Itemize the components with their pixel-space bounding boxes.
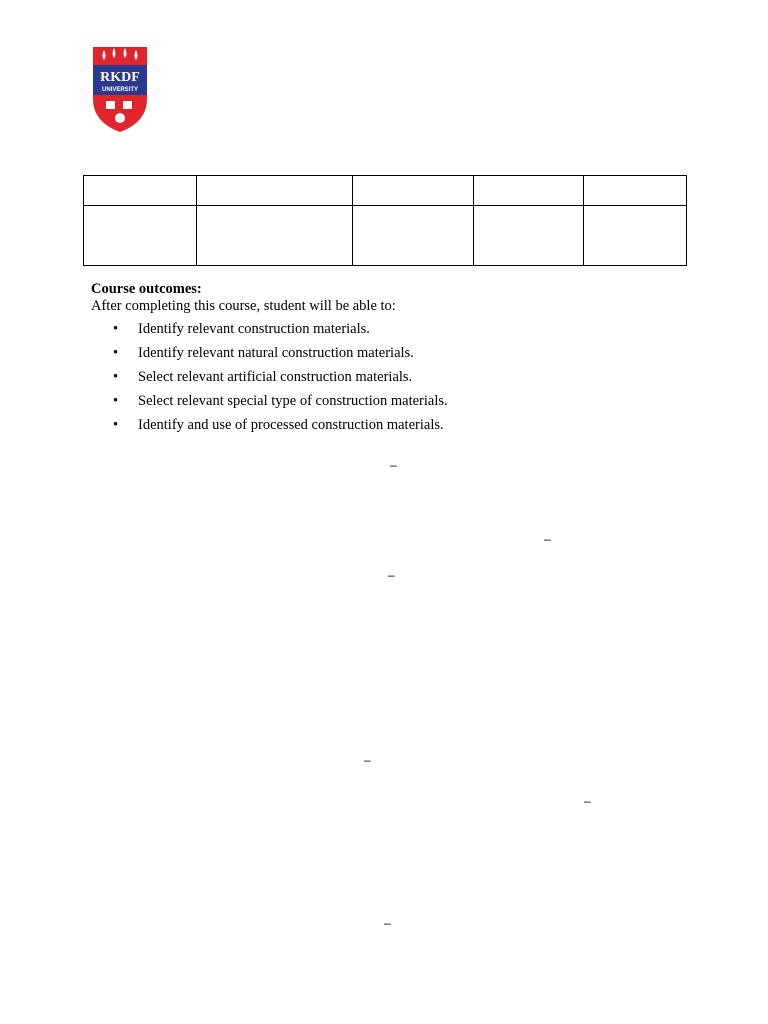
list-item	[91, 417, 691, 441]
table-row	[84, 206, 687, 266]
dash-mark: –	[544, 532, 551, 546]
course-info-table	[83, 175, 687, 266]
list-item	[91, 393, 691, 417]
logo-subtext: UNIVERSITY	[101, 87, 139, 93]
table-cell	[474, 176, 584, 206]
table-row	[84, 176, 687, 206]
list-item-text: Identify relevant construction materials.	[138, 321, 370, 337]
dash-mark: –	[384, 916, 391, 930]
dash-mark: –	[388, 568, 395, 582]
list-item-text: Identify relevant natural construction materials.	[138, 345, 414, 361]
bullet-icon: •	[113, 345, 119, 361]
course-outcomes-list	[91, 321, 691, 441]
table-cell	[353, 176, 474, 206]
bullet-icon: •	[113, 321, 119, 337]
bullet-icon: •	[113, 393, 119, 409]
course-outcomes-section	[91, 281, 691, 441]
dash-mark: –	[390, 458, 397, 472]
table-cell	[584, 176, 687, 206]
table-cell	[353, 206, 474, 266]
table-cell	[584, 206, 687, 266]
table-cell	[84, 176, 197, 206]
logo-text: RKDF	[100, 70, 140, 85]
list-item	[91, 321, 691, 345]
table-cell	[197, 206, 353, 266]
course-outcomes-heading: Course outcomes:	[91, 281, 202, 297]
bullet-icon: •	[113, 369, 119, 385]
list-item	[91, 369, 691, 393]
dash-mark: –	[364, 753, 371, 767]
dash-mark: –	[584, 794, 591, 808]
list-item-text: Select relevant special type of construction materials.	[138, 393, 448, 409]
table-cell	[197, 176, 353, 206]
list-item-text: Select relevant artificial construction materials.	[138, 369, 413, 385]
list-item-text: Identify and use of processed construction materials.	[138, 417, 444, 433]
university-logo	[90, 44, 150, 134]
course-outcomes-intro: After completing this course, student will be able to:	[91, 298, 396, 314]
table-cell	[84, 206, 197, 266]
list-item	[91, 345, 691, 369]
bullet-icon: •	[113, 417, 119, 433]
table-cell	[474, 206, 584, 266]
